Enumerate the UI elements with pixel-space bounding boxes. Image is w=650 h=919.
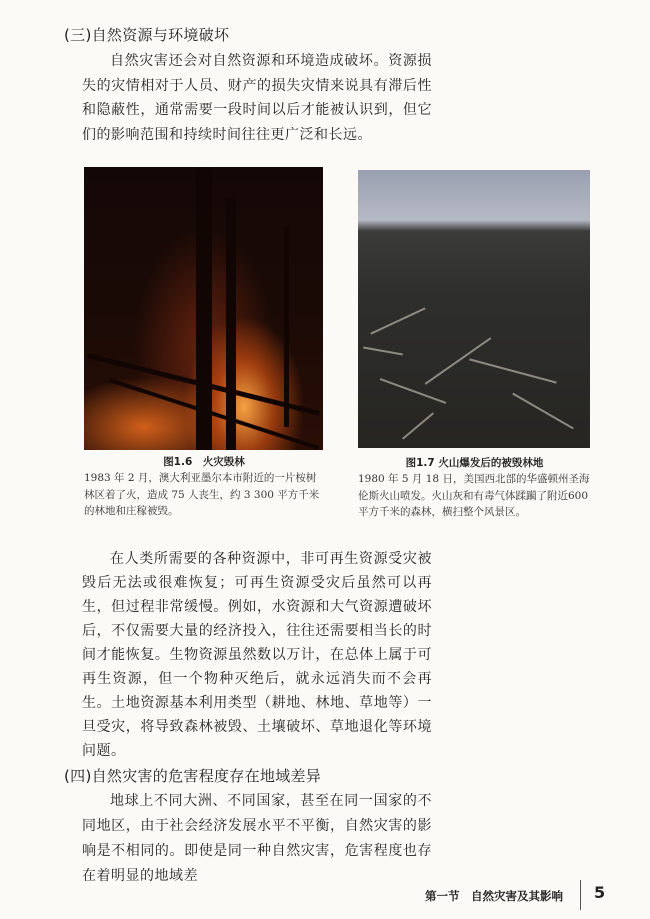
figure-1-7-caption: 1980 年 5 月 18 日，美国西北部的华盛顿州圣海伦斯火山喷发。火山灰和有毒气体蹂躏了附近600 平方千米的森林，横扫整个风景区。 [358, 473, 590, 519]
section-4-paragraph: 地球上不同大洲、不同国家，甚至在同一国家的不同地区，由于社会经济发展水平不平衡，自然灾害的影响是不相同的。即使是同一种自然灾害，危害程度也存在着明显的地域差 [82, 792, 432, 884]
figure-1-7 [358, 167, 591, 521]
figure-1-6-caption: 1983 年 2 月，澳大利亚墨尔本市附近的一片桉树林区着了火，造成 75 人丧生，约 3 300 平方千米的林地和庄稼被毁。 [84, 472, 320, 518]
page-number: 5 [594, 883, 606, 902]
figure-1-6 [84, 167, 324, 520]
resources-paragraph: 在人类所需要的各种资源中，非可再生资源受灾被毁后无法或很难恢复；可再生资源受灾后虽然可以再生，但过程非常缓慢。例如，水资源和大气资源遭破坏后，不仅需要大量的经济投入，往往还需要相当长的时间才能恢复。生物资源虽然数以万计，在总体上属于可再生资源，但一个物种灭绝后，就永远消失而不会再生。土地资源基本利用类型（耕地、林地、草地等）一旦受灾，将导致森林被毁、土壤破坏、草地退化等环境问题。 [82, 550, 432, 759]
footer-chapter-title: 第一节 自然灾害及其影响 [425, 889, 563, 903]
footer-divider [580, 880, 581, 910]
section-heading-3: (三)自然资源与环境破坏 [64, 26, 230, 44]
figure-1-7-title: 图1.7 火山爆发后的被毁林地 [405, 457, 544, 470]
volcano-destroyed-forest-photo [358, 170, 590, 448]
section-3-paragraph: 自然灾害还会对自然资源和环境造成破坏。资源损失的灾情相对于人员、财产的损失灾情来说具有滞后性和隐蔽性，通常需要一段时间以后才能被认识到，但它们的影响范围和持续时间往往更广泛和长远。 [82, 53, 432, 143]
figures-row [0, 167, 650, 521]
section-heading-4: (四)自然灾害的危害程度存在地域差异 [64, 766, 322, 785]
figure-1-6-title: 图1.6 火灾毁林 [163, 456, 245, 469]
forest-fire-photo [84, 167, 323, 450]
